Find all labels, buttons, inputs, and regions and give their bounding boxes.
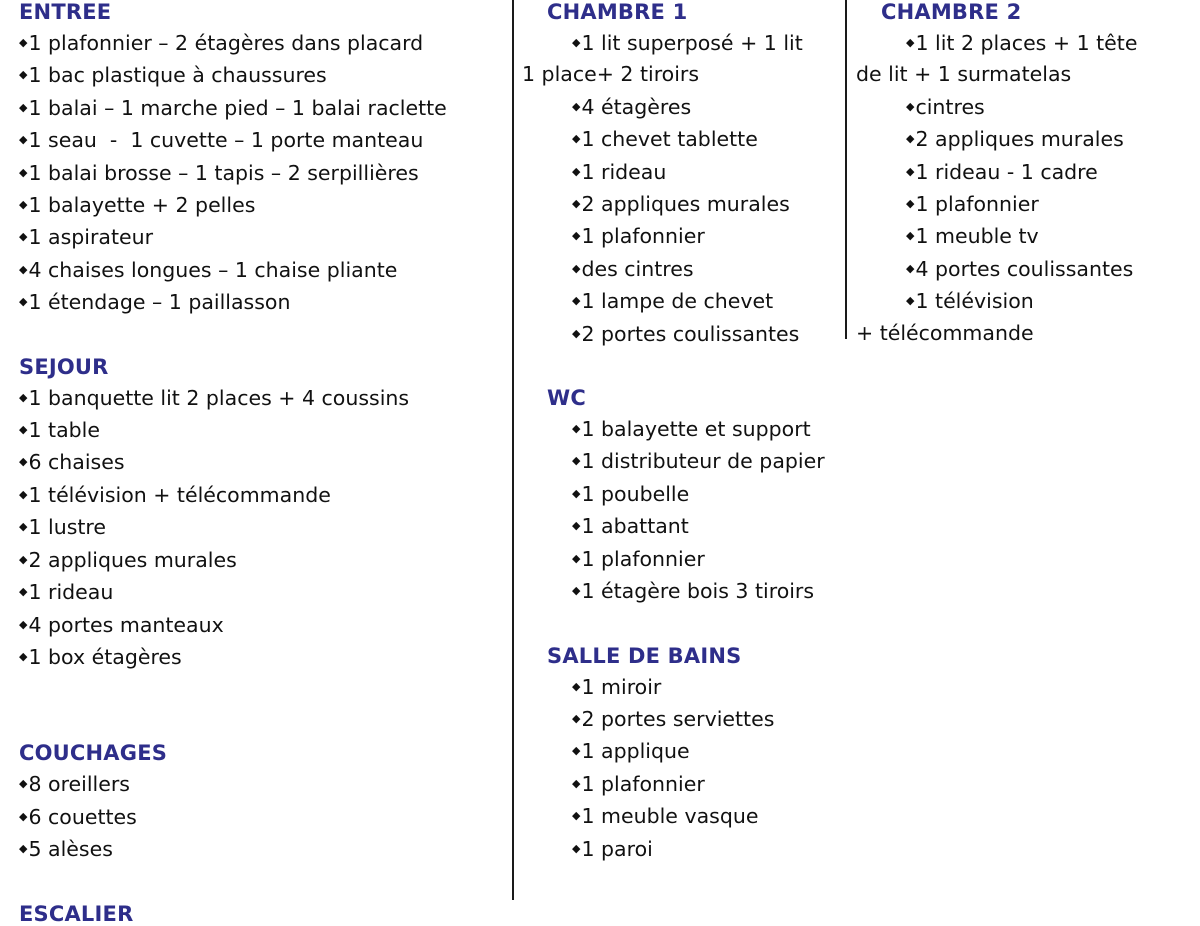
column-divider-left xyxy=(512,0,514,900)
list-item: ◆6 couettes xyxy=(19,801,509,833)
list-item: ◆6 chaises xyxy=(19,446,509,478)
list-item: ◆2 appliques murales xyxy=(19,544,509,576)
section-chambre-2 xyxy=(856,0,1196,349)
list-item: ◆1 balayette et support xyxy=(522,413,842,445)
diamond-bullet-icon: ◆ xyxy=(572,164,581,178)
list-item: ◆1 plafonnier xyxy=(522,220,842,252)
section-heading: ESCALIER xyxy=(19,901,134,926)
list-item: ◆4 portes coulissantes xyxy=(856,253,1196,285)
diamond-bullet-icon: ◆ xyxy=(19,585,28,599)
list-item: ◆1 rideau xyxy=(19,576,509,608)
section-heading: ENTREE xyxy=(19,0,112,24)
column-divider-right xyxy=(845,0,847,339)
diamond-bullet-icon: ◆ xyxy=(572,454,581,468)
diamond-bullet-icon: ◆ xyxy=(572,229,581,243)
list-item: ◆4 portes manteaux xyxy=(19,609,509,641)
list-item: ◆1 seau - 1 cuvette – 1 porte manteau xyxy=(19,124,509,156)
diamond-bullet-icon: ◆ xyxy=(19,423,28,437)
list-item: ◆1 lit 2 places + 1 tête de lit + 1 surmatelas xyxy=(856,27,1156,91)
diamond-bullet-icon: ◆ xyxy=(572,422,581,436)
section-sejour xyxy=(19,355,509,674)
list-item: ◆1 balai – 1 marche pied – 1 balai raclette xyxy=(19,92,509,124)
list-item: ◆1 télévision + télécommande xyxy=(856,285,1046,349)
diamond-bullet-icon: ◆ xyxy=(19,552,28,566)
diamond-bullet-icon: ◆ xyxy=(906,294,915,308)
diamond-bullet-icon: ◆ xyxy=(19,133,28,147)
list-item: ◆1 poubelle xyxy=(522,478,842,510)
diamond-bullet-icon: ◆ xyxy=(572,326,581,340)
section-wc xyxy=(522,386,842,607)
list-item: ◆1 paroi xyxy=(522,833,842,865)
diamond-bullet-icon: ◆ xyxy=(19,842,28,856)
diamond-bullet-icon: ◆ xyxy=(572,711,581,725)
list-item: ◆1 balayette + 2 pelles xyxy=(19,189,509,221)
diamond-bullet-icon: ◆ xyxy=(572,551,581,565)
list-item: ◆1 rideau xyxy=(522,156,842,188)
section-entree xyxy=(19,0,509,319)
list-item: ◆4 étagères xyxy=(522,91,842,123)
list-item: ◆1 abattant xyxy=(522,510,842,542)
diamond-bullet-icon: ◆ xyxy=(906,164,915,178)
list-item: ◆1 lampe de chevet xyxy=(522,285,842,317)
diamond-bullet-icon: ◆ xyxy=(572,294,581,308)
diamond-bullet-icon: ◆ xyxy=(906,99,915,113)
list-item: ◆1 étendage – 1 paillasson xyxy=(19,286,509,318)
diamond-bullet-icon: ◆ xyxy=(19,390,28,404)
list-item: ◆1 rideau - 1 cadre xyxy=(856,156,1196,188)
section-couchages xyxy=(19,741,509,865)
list-item: ◆1 lustre xyxy=(19,511,509,543)
diamond-bullet-icon: ◆ xyxy=(906,132,915,146)
section-chambre-1 xyxy=(522,0,842,350)
list-item: ◆1 télévision + télécommande xyxy=(19,479,509,511)
diamond-bullet-icon: ◆ xyxy=(906,36,915,49)
section-heading: COUCHAGES xyxy=(19,741,168,766)
list-item: ◆1 bac plastique à chaussures xyxy=(19,59,509,91)
diamond-bullet-icon: ◆ xyxy=(572,197,581,211)
section-salle-de-bains xyxy=(522,644,842,865)
diamond-bullet-icon: ◆ xyxy=(906,197,915,211)
list-item: ◆1 aspirateur xyxy=(19,221,509,253)
diamond-bullet-icon: ◆ xyxy=(19,36,28,49)
list-item: ◆2 portes coulissantes xyxy=(522,318,842,350)
diamond-bullet-icon: ◆ xyxy=(572,584,581,598)
list-item: ◆1 banquette lit 2 places + 4 coussins xyxy=(19,382,509,414)
diamond-bullet-icon: ◆ xyxy=(19,68,28,82)
diamond-bullet-icon: ◆ xyxy=(19,165,28,179)
list-item: ◆des cintres xyxy=(522,253,842,285)
section-escalier xyxy=(19,902,509,926)
list-item: ◆1 étagère bois 3 tiroirs xyxy=(522,575,842,607)
list-item: ◆1 plafonnier xyxy=(522,543,842,575)
diamond-bullet-icon: ◆ xyxy=(19,100,28,114)
list-item: ◆4 chaises longues – 1 chaise pliante xyxy=(19,254,509,286)
list-item: ◆1 distributeur de papier xyxy=(522,445,842,477)
list-item: ◆2 portes serviettes xyxy=(522,703,842,735)
diamond-bullet-icon: ◆ xyxy=(572,486,581,500)
diamond-bullet-icon: ◆ xyxy=(906,229,915,243)
list-item: ◆1 lit superposé + 1 lit 1 place+ 2 tiroirs xyxy=(522,27,812,91)
diamond-bullet-icon: ◆ xyxy=(572,809,581,823)
list-item: ◆cintres xyxy=(856,91,1196,123)
diamond-bullet-icon: ◆ xyxy=(572,744,581,758)
diamond-bullet-icon: ◆ xyxy=(572,519,581,533)
section-heading: CHAMBRE 1 xyxy=(547,0,688,24)
diamond-bullet-icon: ◆ xyxy=(19,777,28,791)
diamond-bullet-icon: ◆ xyxy=(906,261,915,275)
list-item: ◆2 appliques murales xyxy=(856,123,1196,155)
diamond-bullet-icon: ◆ xyxy=(19,198,28,212)
list-item: ◆2 appliques murales xyxy=(522,188,842,220)
column-right xyxy=(856,0,1196,349)
list-item: ◆1 plafonnier xyxy=(856,188,1196,220)
list-item: ◆1 chevet tablette xyxy=(522,123,842,155)
diamond-bullet-icon: ◆ xyxy=(572,132,581,146)
list-item: ◆1 meuble tv xyxy=(856,220,1196,252)
diamond-bullet-icon: ◆ xyxy=(19,262,28,276)
diamond-bullet-icon: ◆ xyxy=(572,36,581,49)
section-heading: SEJOUR xyxy=(19,354,109,379)
section-heading: CHAMBRE 2 xyxy=(881,0,1022,24)
section-heading: WC xyxy=(547,386,586,411)
list-item: ◆1 meuble vasque xyxy=(522,800,842,832)
diamond-bullet-icon: ◆ xyxy=(19,617,28,631)
list-item: ◆1 applique xyxy=(522,735,842,767)
list-item: ◆1 table xyxy=(19,414,509,446)
list-item: ◆1 miroir xyxy=(522,671,842,703)
diamond-bullet-icon: ◆ xyxy=(19,809,28,823)
diamond-bullet-icon: ◆ xyxy=(19,487,28,501)
diamond-bullet-icon: ◆ xyxy=(19,649,28,663)
diamond-bullet-icon: ◆ xyxy=(572,776,581,790)
diamond-bullet-icon: ◆ xyxy=(572,261,581,275)
section-heading: SALLE DE BAINS xyxy=(547,643,742,668)
list-item: ◆1 box étagères xyxy=(19,641,509,673)
list-item: ◆5 alèses xyxy=(19,833,509,865)
list-item: ◆8 oreillers xyxy=(19,768,509,800)
diamond-bullet-icon: ◆ xyxy=(572,841,581,855)
list-item: ◆1 plafonnier xyxy=(522,768,842,800)
diamond-bullet-icon: ◆ xyxy=(572,679,581,693)
diamond-bullet-icon: ◆ xyxy=(19,520,28,534)
diamond-bullet-icon: ◆ xyxy=(19,230,28,244)
diamond-bullet-icon: ◆ xyxy=(19,455,28,469)
list-item: ◆1 plafonnier – 2 étagères dans placard xyxy=(19,27,509,59)
diamond-bullet-icon: ◆ xyxy=(572,99,581,113)
column-left xyxy=(19,0,509,926)
list-item: ◆1 balai brosse – 1 tapis – 2 serpillières xyxy=(19,157,509,189)
column-middle xyxy=(522,0,842,865)
diamond-bullet-icon: ◆ xyxy=(19,295,28,309)
